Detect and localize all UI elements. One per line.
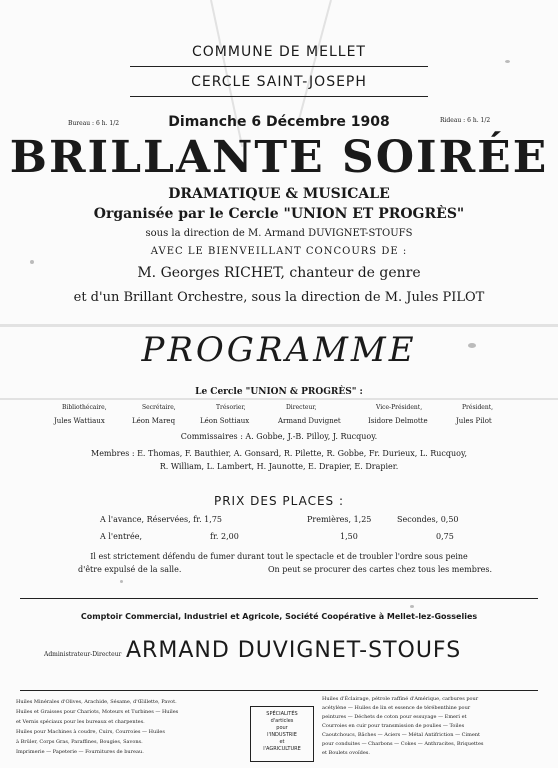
commune-title: COMMUNE DE MELLET: [192, 44, 366, 60]
prix-advance-secondes: Secondes, 0,50: [397, 515, 459, 524]
main-title: BRILLANTE SOIRÉE: [9, 132, 549, 183]
role-label: Président,: [462, 404, 494, 411]
stamp-line: pour: [276, 725, 288, 731]
stamp-line: et: [279, 739, 285, 745]
role-label: Directeur,: [286, 404, 317, 411]
prix-note-2: d'être expulsé de la salle.: [78, 565, 182, 574]
cercle-title: CERCLE SAINT-JOSEPH: [191, 74, 367, 90]
advert-left-line: à Brûler, Corps Gras, Paraffines, Bougies, Savons.: [16, 739, 143, 745]
cercle-line: Le Cercle "UNION & PROGRÈS" :: [195, 387, 363, 397]
advert-right-line: Huiles d'Éclairage, pétrole raffiné d'Amérique, carbures pour: [322, 696, 479, 702]
officer-name: Léon Sottiaux: [200, 417, 250, 425]
specialites-stamp: [250, 706, 314, 762]
advert-left-line: Huiles pour Machines à coudre, Cuirs, Courroies — Huiles: [16, 729, 165, 735]
advert-right-line: peintures — Déchets de coton pour essuyage — Emeri et: [322, 714, 467, 720]
role-label: Bibliothécaire,: [62, 404, 107, 411]
header-rule: [130, 66, 428, 67]
officer-name: Léon Mareq: [132, 417, 176, 425]
programme-heading: PROGRAMME: [141, 330, 417, 370]
prix-heading: PRIX DES PLACES :: [213, 494, 345, 508]
prix-entry-premieres: 1,50: [340, 532, 358, 541]
role-label: Trésorier,: [216, 404, 246, 411]
officer-name: Jules Pilot: [456, 417, 492, 425]
advert-right-line: Caoutchoucs, Bâches — Aciers — Métal Antifriction — Ciment: [322, 732, 481, 738]
prix-entry-reservees: fr. 2,00: [210, 532, 239, 541]
prix-advance-label: A l'avance, Réservées, fr. 1,75: [100, 515, 222, 524]
fold-crease: [0, 398, 558, 400]
advert-right-line: pour conduites — Charbons — Cokes — Anthracites, Briquettes: [322, 741, 484, 747]
orchestre-line: et d'un Brillant Orchestre, sous la direction de M. Jules PILOT: [73, 290, 485, 305]
advert-right-line: et Boulets ovoïdes.: [322, 750, 370, 756]
advert-left-line: et Vernis spéciaux pour les bureaux et charpentes.: [16, 719, 145, 725]
advert-separator: [20, 690, 538, 691]
stamp-line: l'AGRICULTURE: [263, 746, 301, 752]
advert-left-line: Huiles Minérales d'Olives, Arachide, Sésame, d'Œillette, Pavot.: [16, 699, 177, 705]
concours-line: AVEC LE BIENVEILLANT CONCOURS DE :: [150, 246, 408, 257]
officer-name: Armand Duvignet: [278, 417, 341, 425]
stamp-line: l'INDUSTRIE: [267, 732, 297, 738]
advert-left-line: Huiles et Graisses pour Chariots, Moteurs et Turbines — Huiles: [16, 709, 179, 715]
membres-line-2: R. William, L. Lambert, H. Jaunotte, E. Drapier, E. Drapier.: [159, 462, 399, 471]
scan-speck: [505, 60, 510, 63]
organiser-line: Organisée par le Cercle "UNION ET PROGRÈS": [93, 206, 465, 222]
advert-right-line: acétylène — Huiles de lin et essence de térébenthine pour: [322, 705, 471, 711]
direction-line: sous la direction de M. Armand DUVIGNET-STOUFS: [145, 228, 413, 239]
event-date: Dimanche 6 Décembre 1908: [168, 114, 390, 130]
comptoir-line: Comptoir Commercial, Industriel et Agricole, Société Coopérative à Mellet-lez-Gosselies: [80, 612, 478, 621]
advert-right-line: Courroies en cuir pour transmission de poulies — Toiles: [322, 723, 465, 729]
role-label: Vice-Président,: [376, 404, 423, 411]
stamp-line: d'articles: [270, 718, 294, 724]
prix-note-1: Il est strictement défendu de fumer durant tout le spectacle et de troubler l'ordre sous peine: [90, 552, 468, 561]
officer-name: Isidore Delmotte: [368, 417, 428, 425]
scan-speck: [410, 605, 414, 608]
bureau-time: Bureau : 6 h. 1/2: [68, 120, 120, 127]
director-label: Administrateur-Directeur: [44, 651, 122, 658]
subtitle: DRAMATIQUE & MUSICALE: [168, 186, 390, 202]
stamp-line: SPÉCIALITÉS: [266, 711, 298, 717]
advertiser-name: ARMAND DUVIGNET-STOUFS: [126, 638, 462, 663]
fold-crease: [296, 0, 332, 126]
richet-line: M. Georges RICHET, chanteur de genre: [137, 265, 421, 281]
officer-name: Jules Wattiaux: [54, 417, 105, 425]
fold-crease: [0, 324, 558, 327]
scan-speck: [30, 260, 34, 264]
prix-entry-label: A l'entrée,: [100, 532, 143, 541]
role-label: Secrétaire,: [142, 404, 176, 411]
header-rule: [130, 96, 428, 97]
prix-entry-secondes: 0,75: [436, 532, 454, 541]
scan-speck: [120, 580, 123, 583]
commissaires-line: Commissaires : A. Gobbe, J.-B. Pilloy, J. Rucquoy.: [180, 432, 378, 441]
membres-line-1: Membres : E. Thomas, F. Bauthier, A. Gonsard, R. Pilette, R. Gobbe, Fr. Durieux, L. Rucquoy,: [91, 449, 467, 458]
prix-advance-premieres: Premières, 1,25: [307, 515, 372, 524]
advert-left-line: Imprimerie — Papeterie — Fournitures de bureau.: [16, 749, 144, 755]
rideau-time: Rideau : 6 h. 1/2: [440, 117, 491, 124]
advert-separator: [20, 598, 538, 599]
prix-note-3: On peut se procurer des cartes chez tous les membres.: [268, 565, 493, 574]
